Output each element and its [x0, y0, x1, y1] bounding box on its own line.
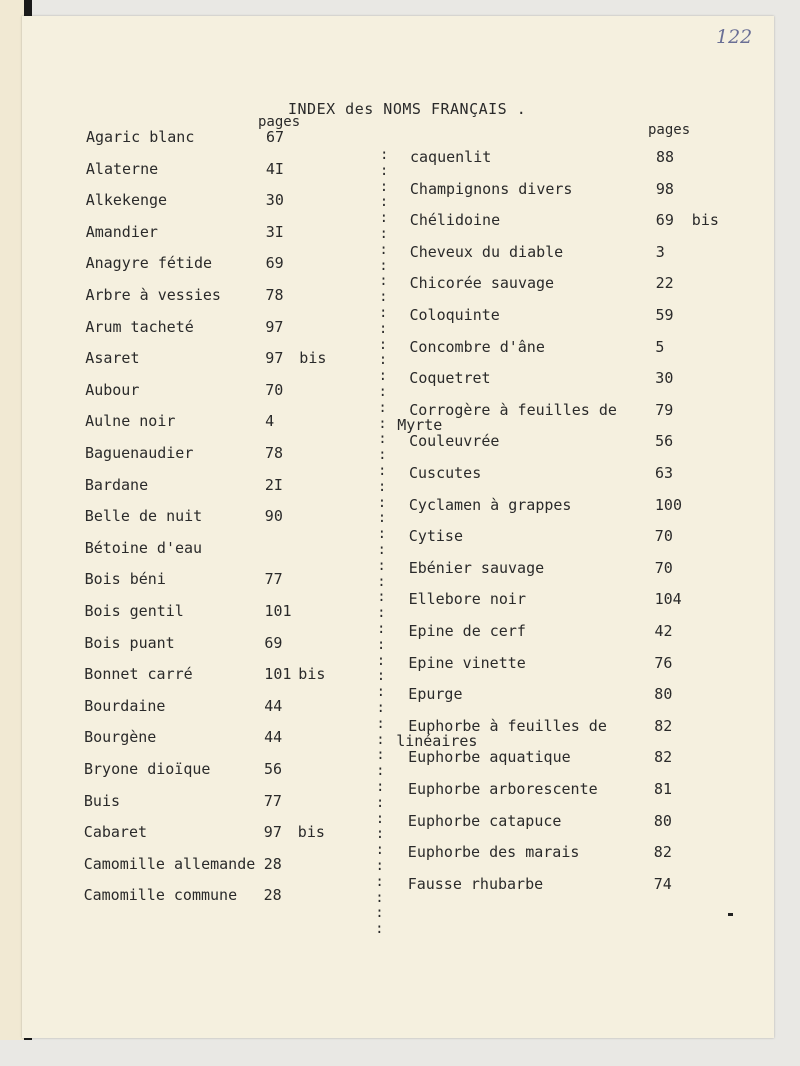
entry-name: Alaterne: [85, 159, 159, 178]
separator-colon: :: [377, 605, 386, 622]
entry-name: Bardane: [84, 475, 149, 494]
entry-page-number: 30: [655, 369, 674, 388]
entry-page-number: 100: [654, 495, 682, 514]
index-entry: [86, 128, 386, 152]
entry-page-number: 28: [263, 886, 282, 905]
entry-page-number: 69: [655, 211, 674, 230]
entry-name: Bois gentil: [84, 602, 184, 620]
pages-label-left: pages: [258, 114, 301, 130]
separator-colon: :: [379, 289, 388, 306]
index-entry: [410, 274, 740, 298]
index-entry: [86, 254, 386, 278]
index-entry: [408, 654, 738, 678]
entry-page-number: 98: [655, 179, 674, 198]
entry-name: Euphorbe arborescente: [408, 780, 598, 798]
separator-colon: :: [375, 873, 384, 890]
index-entry: [409, 559, 739, 583]
index-entry: [408, 748, 738, 772]
index-entry: [85, 159, 389, 184]
entry-page-number: 3I: [265, 222, 284, 241]
separator-colon: :: [377, 557, 386, 574]
index-entry: [397, 400, 739, 434]
entry-page-number: 79: [655, 400, 674, 419]
entry-name: Bonnet carré: [84, 665, 193, 684]
separator-colon: :: [376, 731, 385, 748]
entry-name: Euphorbe aquatique: [408, 748, 571, 767]
entry-page-number: 90: [264, 507, 283, 526]
entry-page-number: 69: [264, 633, 283, 652]
entry-name: Amandier: [85, 222, 158, 241]
entry-page-number: 82: [654, 748, 673, 767]
separator-colon: :: [376, 636, 386, 653]
entry-page-number: 70: [654, 527, 673, 546]
entry-page-number: 80: [654, 685, 673, 704]
entry-page-number: 88: [656, 148, 675, 166]
entry-page-number: 77: [263, 791, 282, 810]
index-entry: [408, 685, 738, 709]
entry-name: Euphorbe des marais: [407, 843, 580, 862]
entry-name: Asaret: [85, 349, 140, 368]
entry-page-number: 22: [655, 274, 674, 293]
entry-page-number: 101: [264, 602, 292, 620]
index-entry: [409, 432, 739, 456]
index-entry: [409, 338, 739, 362]
separator-colon: :: [379, 194, 389, 211]
entry-name: Cabaret: [83, 823, 148, 842]
entry-name: Couleuvrée: [409, 432, 500, 451]
separator-colon: :: [377, 621, 386, 637]
index-entry: [85, 539, 385, 563]
separator-colon: :: [377, 573, 386, 590]
entry-page-number: 56: [264, 760, 283, 778]
entry-page-number: 104: [654, 590, 682, 609]
index-entry: [84, 634, 384, 658]
entry-name: Epine de cerf: [408, 622, 526, 640]
entry-name: Anagyre fétide: [85, 254, 213, 273]
index-entry: [86, 286, 386, 310]
separator-colon: :: [379, 162, 389, 179]
entry-name: Chélidoine: [409, 211, 501, 230]
index-entry: [85, 191, 389, 215]
entry-name: Epine vinette: [408, 653, 526, 672]
separator-colon: :: [378, 463, 387, 479]
index-entry: [408, 812, 738, 836]
entry-page-number: 44: [264, 696, 283, 715]
entry-page-number: 101: [264, 665, 292, 684]
entry-page-number: 97: [265, 317, 284, 336]
entry-page-number: 30: [265, 191, 284, 210]
entry-page-number: 42: [654, 622, 673, 640]
index-entry: [396, 716, 738, 750]
separator-colon: :: [376, 684, 386, 701]
entry-name: Coquetret: [409, 369, 491, 388]
separator-colon: :: [375, 921, 384, 938]
page-title: INDEX des NOMS FRANÇAIS .: [288, 100, 527, 118]
separator-colon: :: [380, 147, 389, 163]
entry-page-number: 70: [654, 558, 673, 577]
separator-colon: :: [378, 431, 387, 448]
separator-colon: :: [378, 352, 388, 369]
separator-colon: :: [376, 700, 385, 716]
index-entry: [84, 728, 384, 752]
entry-name: Agaric blanc: [86, 128, 195, 146]
separator-colon: :: [376, 763, 385, 780]
entry-name: Epurge: [408, 685, 463, 704]
entry-page-number: 97: [263, 823, 282, 842]
separator-colon: :: [375, 810, 385, 827]
index-entry: [84, 855, 384, 879]
index-entry: [409, 369, 739, 393]
entry-page-number: 78: [265, 444, 284, 462]
entry-page-number: 44: [264, 728, 283, 747]
separator-colon: :: [378, 384, 387, 400]
entry-page-number: 78: [265, 286, 284, 304]
separator-colon: :: [376, 747, 385, 764]
separator-colon: :: [376, 668, 386, 685]
folio-number: 122: [716, 26, 753, 48]
index-entry: [408, 875, 738, 899]
entry-bis-marker: bis: [297, 823, 325, 842]
separator-colon: :: [377, 542, 386, 558]
index-entry: [85, 317, 388, 342]
index-entry: [86, 223, 386, 247]
entry-name: Champignons divers: [409, 179, 573, 198]
entry-name: Bourdaine: [84, 696, 166, 715]
separator-colon: :: [378, 399, 387, 416]
separator-colon: :: [379, 210, 389, 227]
entry-name: Aubour: [85, 380, 140, 399]
entry-page-number: 82: [654, 716, 673, 735]
entry-name: Bétoine d'eau: [84, 538, 203, 557]
separator-colon: :: [376, 652, 386, 669]
entry-name: Belle de nuit: [84, 507, 203, 526]
entry-name: Cyclamen à grappes: [408, 495, 572, 514]
entry-page-number: 70: [265, 380, 284, 399]
entry-name-continuation: linéaires: [396, 731, 478, 750]
entry-page-number: 63: [655, 464, 674, 482]
entry-name: caquenlit: [410, 148, 492, 166]
index-entry: [84, 886, 384, 910]
index-entry: [84, 823, 384, 847]
entry-name: Arbre à vessies: [85, 286, 221, 304]
entry-name: Buis: [83, 791, 121, 810]
entry-page-number: 76: [654, 653, 673, 672]
entry-page-number: 69: [265, 254, 284, 273]
separator-colon: :: [377, 494, 387, 511]
entry-page-number: 81: [654, 780, 673, 798]
entry-name: Chicorée sauvage: [409, 274, 555, 293]
entry-page-number: 4: [265, 412, 275, 431]
separator-colon: :: [377, 526, 387, 543]
entry-page-number: 97: [265, 349, 284, 368]
separator-colon: :: [375, 889, 384, 906]
separator-colon: :: [379, 178, 389, 195]
index-entry: [85, 570, 385, 594]
separator-colon: :: [376, 779, 385, 795]
entry-page-number: 59: [655, 306, 674, 324]
entry-name: Cheveux du diable: [409, 242, 564, 261]
entry-page-number: 3: [655, 242, 665, 261]
separator-colon: :: [377, 589, 386, 606]
entry-name: Camomille commune: [83, 886, 238, 905]
index-entry: [408, 843, 738, 867]
entry-name: Aulne noir: [85, 412, 176, 431]
entry-page-number: 5: [655, 337, 665, 356]
index-entry: [409, 496, 739, 520]
entry-name: Bois puant: [84, 633, 175, 652]
index-entry: [85, 412, 385, 436]
separator-colon: :: [377, 478, 387, 495]
entry-name-continuation: Myrte: [397, 415, 443, 434]
index-entry: [85, 349, 388, 373]
index-entry: [410, 148, 740, 172]
index-entry: [408, 780, 738, 804]
index-entry: [409, 527, 739, 551]
separator-colon: :: [378, 415, 387, 432]
index-entry: [410, 180, 740, 204]
entry-name: Euphorbe à feuilles de: [408, 716, 607, 735]
index-entry: [85, 507, 385, 531]
entry-name: Ellebore noir: [408, 590, 526, 609]
index-entry: [410, 211, 740, 235]
separator-colon: :: [376, 715, 385, 732]
separator-colon: :: [378, 336, 388, 353]
separator-colon: :: [375, 905, 384, 922]
separator-colon: :: [379, 257, 388, 274]
document-page: [22, 16, 774, 1038]
entry-name: Corrogère à feuilles de: [409, 400, 617, 419]
entry-name: Euphorbe catapuce: [407, 811, 562, 830]
index-entry: [409, 590, 739, 614]
entry-name: Fausse rhubarbe: [407, 874, 544, 893]
index-entry: [84, 697, 384, 721]
index-entry: [85, 381, 385, 405]
separator-colon: :: [378, 447, 387, 464]
separator-colon: :: [379, 273, 388, 290]
index-entry: [85, 602, 385, 626]
entry-bis-marker: bis: [691, 211, 719, 230]
separator-colon: :: [375, 794, 385, 811]
entry-page-number: 80: [653, 811, 672, 830]
entry-name: Baguenaudier: [85, 444, 194, 462]
ink-mark: [728, 913, 733, 916]
separator-colon: :: [379, 241, 388, 258]
entry-page-number: 82: [653, 843, 672, 862]
index-entry: [409, 464, 739, 488]
entry-page-number: 56: [655, 432, 674, 451]
entry-page-number: 74: [653, 874, 672, 893]
index-entry: [85, 476, 385, 500]
separator-colon: :: [379, 226, 388, 242]
entry-name: Bourgène: [84, 728, 157, 747]
index-entry: [410, 306, 740, 330]
separator-colon: :: [377, 510, 387, 527]
entry-name: Arum tacheté: [85, 317, 194, 336]
separator-colon: :: [375, 842, 385, 859]
entry-page-number: 28: [263, 854, 282, 873]
index-entry: [84, 665, 384, 689]
index-entry: [410, 243, 740, 267]
entry-page-number: 67: [266, 128, 285, 146]
index-entry: [84, 760, 384, 784]
separator-colon: :: [378, 320, 388, 337]
index-entry: [84, 792, 384, 816]
entry-name: Cuscutes: [409, 464, 482, 482]
index-entry: [409, 622, 739, 646]
entry-name: Camomille allemande: [83, 854, 256, 873]
pages-label-right: pages: [648, 122, 691, 138]
entry-name: Ebénier sauvage: [408, 558, 545, 577]
entry-name: Bois béni: [84, 570, 166, 589]
separator-colon: :: [379, 305, 388, 321]
entry-bis-marker: bis: [299, 349, 327, 368]
entry-name: Bryone dioïque: [84, 760, 211, 778]
separator-colon: :: [378, 368, 388, 385]
separator-colon: :: [375, 826, 385, 843]
entry-page-number: 4I: [265, 159, 284, 178]
entry-page-number: 77: [264, 570, 283, 589]
entry-page-number: 2I: [264, 475, 283, 494]
entry-name: Cytise: [408, 527, 463, 546]
separator-colon: :: [375, 858, 384, 874]
entry-name: Coloquinte: [409, 306, 500, 324]
entry-name: Concombre d'âne: [409, 337, 545, 356]
entry-bis-marker: bis: [298, 665, 326, 684]
index-entry: [85, 444, 385, 468]
entry-name: Alkekenge: [85, 191, 168, 210]
